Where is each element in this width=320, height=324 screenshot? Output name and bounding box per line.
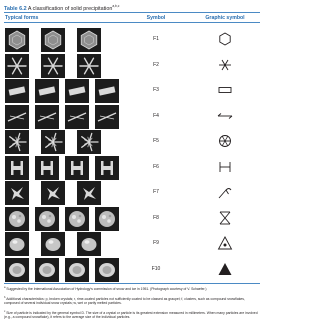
typical-forms-photos — [5, 105, 125, 129]
hexagonal-plate-photo — [77, 28, 101, 52]
needle-symbol — [217, 108, 233, 124]
table-row — [4, 129, 260, 155]
capped-column-photo — [95, 156, 119, 180]
irregular-particle-photo — [5, 181, 29, 205]
hail-photo — [35, 258, 59, 282]
stellar-crystal-photo — [41, 54, 65, 78]
graupel-photo — [95, 207, 119, 231]
column-symbol — [217, 82, 233, 98]
typical-forms-photos — [5, 258, 125, 282]
typical-forms-photos — [5, 79, 125, 103]
hexagon-symbol — [217, 31, 233, 47]
table-row — [4, 180, 260, 206]
column-crystal-photo — [5, 79, 29, 103]
table-number: Table 6.2 — [4, 5, 27, 12]
spatial-dendrite-photo — [41, 130, 65, 154]
ice-pellet-symbol — [217, 235, 233, 251]
header-rule — [4, 22, 260, 23]
symbol-code: F6 — [153, 163, 159, 170]
six-ray-star-symbol — [217, 57, 233, 73]
typical-forms-photos — [5, 207, 125, 231]
symbol-code: F8 — [153, 214, 159, 221]
footnote-mark: b — [4, 296, 6, 299]
stellar-crystal-photo — [5, 54, 29, 78]
ice-pellet-photo — [5, 232, 29, 256]
typical-forms-photos — [5, 156, 125, 180]
graupel-photo — [5, 207, 29, 231]
irregular-particle-photo — [41, 181, 65, 205]
symbol-code: F5 — [153, 138, 159, 144]
typical-forms-photos — [5, 54, 125, 78]
typical-forms-photos — [5, 181, 125, 205]
table-row — [4, 231, 260, 257]
needle-crystal-photo — [65, 105, 89, 129]
graupel-symbol — [217, 210, 233, 226]
top-rule — [4, 12, 260, 13]
symbol-code: F9 — [153, 240, 159, 246]
symbol-code: F4 — [153, 112, 159, 119]
spatial-dendrite-symbol — [217, 133, 233, 149]
needle-crystal-photo — [95, 105, 119, 129]
table-row — [4, 53, 260, 79]
graupel-photo — [65, 207, 89, 231]
symbol-code: F3 — [153, 87, 159, 93]
footnote-mark: c — [4, 310, 6, 313]
irregular-particle-symbol — [217, 184, 233, 200]
ice-pellet-photo — [41, 232, 65, 256]
footnote-text: Additional characteristics: p, broken crystals; r, rime-coated particles not sufficiently coated to be classed as graupel; f, clusters, such as compound snowflakes, composed of several individual snow crystals; w, wet or partly melted particles. — [4, 297, 245, 306]
hexagonal-plate-photo — [41, 28, 65, 52]
typical-forms-photos — [5, 130, 125, 154]
typical-forms-photos — [5, 28, 125, 52]
header-typical-forms: Typical forms — [5, 14, 39, 21]
footnote-text: Suggested by the International Association of Hydrology's commission of snow and ice in 1951. (Photograph courtesy of V. Schaefer.) — [6, 287, 207, 292]
bottom-rule — [4, 283, 260, 284]
capped-column-photo — [5, 156, 29, 180]
table-row — [4, 206, 260, 232]
table-row — [4, 257, 260, 283]
hail-photo — [65, 258, 89, 282]
symbol-code: F10 — [151, 265, 161, 272]
symbol-code: F7 — [153, 189, 159, 195]
symbol-code: F2 — [153, 61, 159, 68]
table-title: A classification of solid precipitation — [27, 5, 113, 12]
column-crystal-photo — [95, 79, 119, 103]
hail-photo — [95, 258, 119, 282]
ice-pellet-photo — [77, 232, 101, 256]
typical-forms-photos — [5, 232, 125, 256]
table-row — [4, 27, 260, 53]
header-symbol: Symbol — [146, 14, 166, 21]
table-row — [4, 155, 260, 181]
symbol-code: F1 — [153, 36, 159, 42]
capped-column-photo — [35, 156, 59, 180]
capped-column-symbol — [217, 159, 233, 175]
stellar-crystal-photo — [77, 54, 101, 78]
column-crystal-photo — [35, 79, 59, 103]
capped-column-photo — [65, 156, 89, 180]
header-graphic-symbol: Graphic symbol — [205, 14, 245, 21]
footnote-c — [4, 310, 260, 320]
hexagonal-plate-photo — [5, 28, 29, 52]
footnote-a — [4, 286, 260, 291]
footnote-b — [4, 296, 260, 306]
needle-crystal-photo — [35, 105, 59, 129]
hail-photo — [5, 258, 29, 282]
table-title-footnote-marks: a,b,c — [112, 4, 120, 8]
spatial-dendrite-photo — [5, 130, 29, 154]
footnote-text: Size of particle is indicated by the general symbol D. The size of a crystal or particle is its greatest extension measured in millimeters. When many particles are involved (e.g., a compound snowflake), it refers to the average size of the individual particles. — [4, 311, 258, 320]
spatial-dendrite-photo — [77, 130, 101, 154]
hail-symbol — [217, 261, 233, 277]
table-row — [4, 104, 260, 130]
column-crystal-photo — [65, 79, 89, 103]
footnote-mark: a — [4, 286, 6, 289]
needle-crystal-photo — [5, 105, 29, 129]
table-row — [4, 78, 260, 104]
irregular-particle-photo — [77, 181, 101, 205]
table-caption — [4, 4, 119, 12]
graupel-photo — [35, 207, 59, 231]
